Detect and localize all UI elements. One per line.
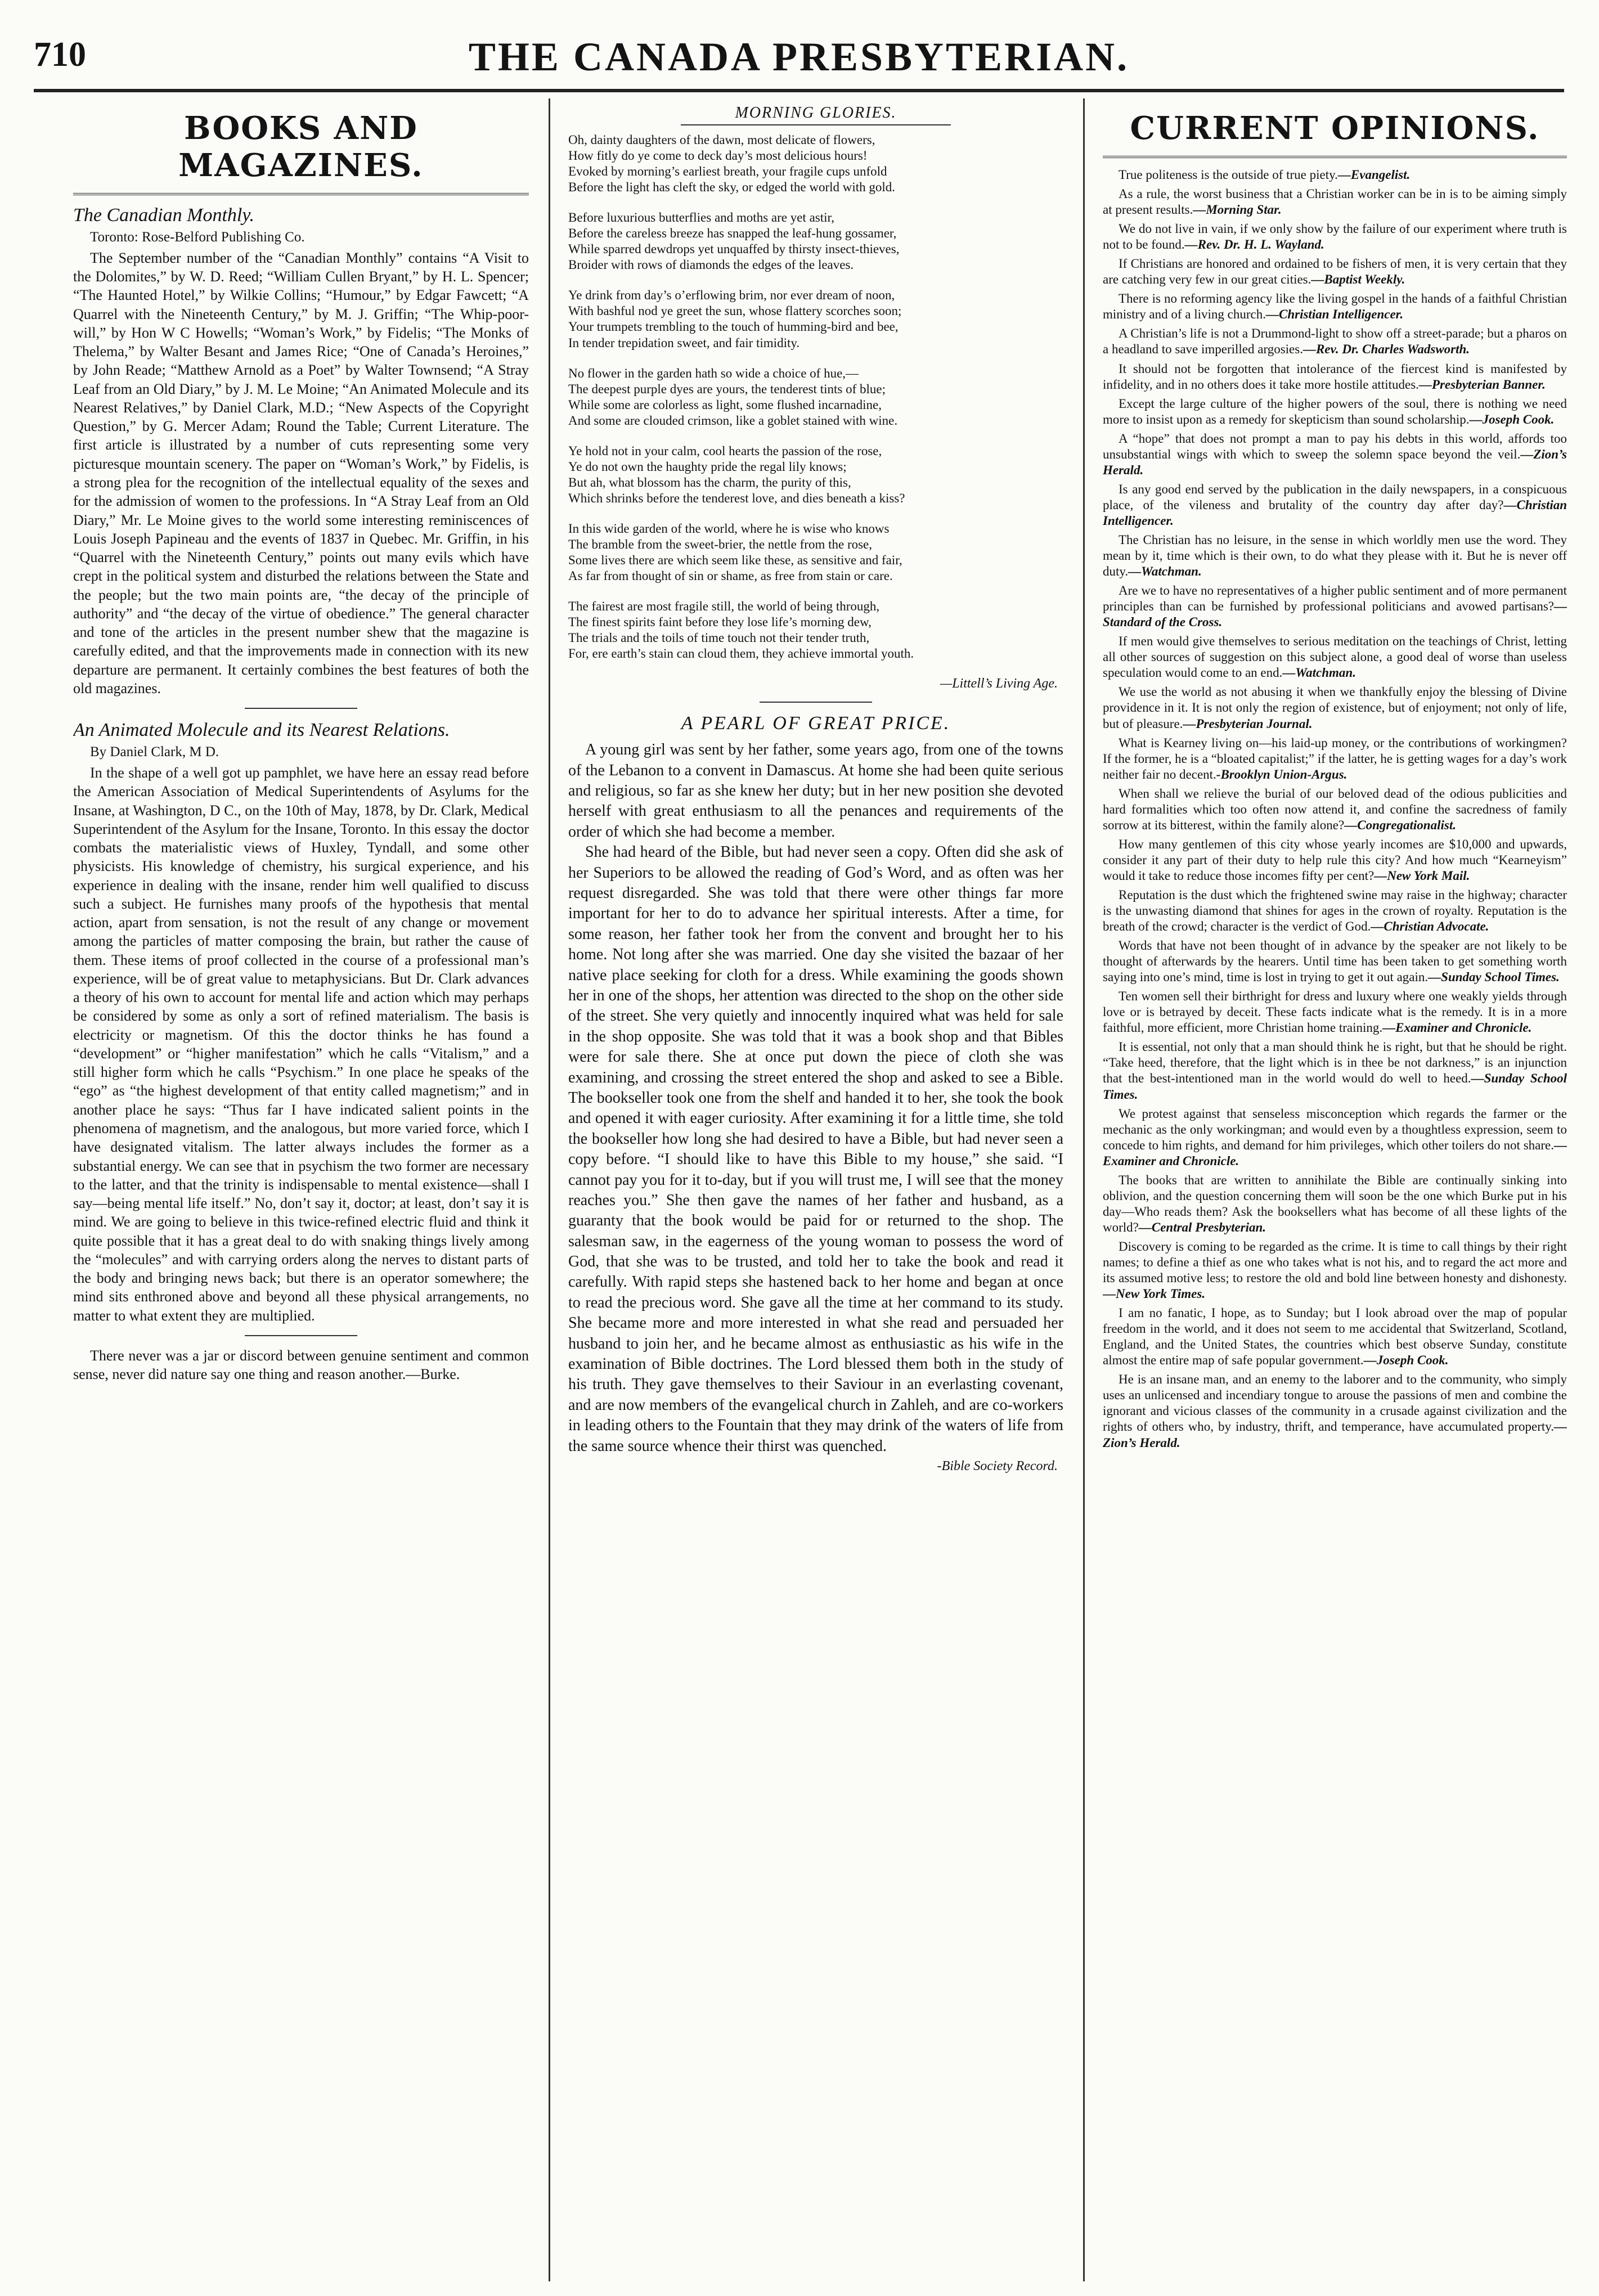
- poem-line: Before the light has cleft the sky, or edged the world with gold.: [568, 180, 896, 195]
- opinion-item: [1103, 989, 1567, 1036]
- opinion-source: —Presbyterian Banner.: [1418, 377, 1546, 392]
- section-title-books: BOOKS AND MAGAZINES.: [73, 98, 529, 195]
- opinion-source: —Rev. Dr. H. L. Wayland.: [1184, 237, 1324, 252]
- opinion-source: -Brooklyn Union-Argus.: [1216, 767, 1348, 781]
- opinion-source: —Watchman.: [1282, 666, 1356, 680]
- article-title-canadian-monthly: The Canadian Monthly.: [73, 205, 255, 226]
- poem-line: The fairest are most fragile still, the world of being through,: [568, 599, 880, 614]
- opinion-text: True politeness is the outside of true piety.: [1119, 168, 1338, 182]
- column-poem-and-story: [568, 98, 1063, 2281]
- opinion-item: [1103, 326, 1567, 357]
- poem-stanza: [568, 132, 1063, 195]
- poem-line: Ye do not own the haughty pride the regal lily knows;: [568, 459, 847, 474]
- poem-line: As far from thought of sin or shame, as free from stain or care.: [568, 569, 893, 583]
- poem-line: Ye hold not in your calm, cool hearts the passion of the rose,: [568, 443, 882, 458]
- story-paragraph: A young girl was sent by her father, some years ago, from one of the towns of the Lebanon to a convent in Damascus. At home she had been quite serious and religious, so far as she knew her duty; but in her new position she devoted herself with great enthusiasm to all the penances and requirements of the order of which she had become a member.: [568, 741, 1063, 841]
- poem-stanza: [568, 599, 1063, 662]
- column-books-and-magazines: [73, 98, 529, 2281]
- opinion-text: Ten women sell their birthright for dress and luxury where one weakly yields through love or is betrayed by deceit. These facts indicate what is the remedy. It is in a more faithful, more efficient, more Christian home training.: [1103, 989, 1567, 1035]
- poem-stanza: [568, 366, 1063, 429]
- article-title-animated-molecule: An Animated Molecule and its Nearest Relations.: [73, 720, 450, 741]
- opinions-list: [1103, 167, 1567, 1451]
- opinion-source: —Morning Star.: [1193, 203, 1282, 217]
- opinion-source: —Christian Intelligencer.: [1103, 497, 1567, 528]
- poem-line: Broider with rows of diamonds the edges of the leaves.: [568, 258, 854, 272]
- poem-line: With bashful nod ye greet the sun, whose flattery scorches soon;: [568, 304, 902, 318]
- divider: [245, 708, 357, 709]
- opinion-source: —Zion’s Herald.: [1103, 447, 1567, 477]
- poem-line: No flower in the garden hath so wide a choice of hue,—: [568, 366, 859, 380]
- poem-stanza: [568, 210, 1063, 273]
- header-rule: [34, 89, 1564, 92]
- section-title-opinions: CURRENT OPINIONS.: [1103, 98, 1567, 158]
- poem-line: Your trumpets trembling to the touch of humming-bird and bee,: [568, 320, 899, 334]
- opinion-source: —Evangelist.: [1337, 168, 1411, 182]
- opinion-text: There is no reforming agency like the living gospel in the hands of a faithful Christian ministry and of a living church.: [1103, 291, 1567, 322]
- page-number: 710: [34, 35, 86, 74]
- opinion-text: Except the large culture of the higher powers of the soul, there is nothing we need more to insist upon as a remedy for skepticism than sound scholarship.: [1103, 396, 1567, 426]
- article-paragraph: In the shape of a well got up pamphlet, we have here an essay read before the American Association of Medical Superintendents of Asylums for the Insane, at Washington, D C., on the 10th of May, 1878, by Dr. Clark, Medical Superintendent of the Asylum for the Insane, Toronto. In this essay the doctor combats the materialistic views of Huxley, Tyndall, and some other physicists. His knowledge of chemistry, his surgical experience, and his experience in dealing with the insane, render him well qualified to discuss such a subject. He furnishes many proofs of the hypothesis that mental action, apart from sensation, is not the result of any change or movement among the particles of matter composing the brain, but rather the cause of them. These items of proof collected in the course of a professional man’s experience, will be of great value to metaphysicians. But Dr. Clark advances a theory of his own to account for mental life and action which may perhaps be considered by some as only a sort of refined materialism. The basis is electricity or magnetism. Of this the doctor thinks he has found a “development” or “higher manifestation” which he calls “Vitalism,” and a still higher form which he calls “Psychism.” In one place he speaks of the “ego” as “the highest development of that entity called magnetism;” and in another place he says: “Thus far I have indicated salient points in the phenomena of magnetism, and the analogous, but more varied force, which I have designated vitalism. The latter always includes the former as a substantial energy. We can see that in psychism the two former are necessary to the latter, and that the trinity is indispensable to mental existence—shall I say—being mental life itself.” No, don’t say it, doctor; at least, don’t say it is mind. We are going to believe in this twice-refined electric fluid and think it quite possible that it has a great deal to do with snaking things lively among the “molecules” and with carrying orders along the nerves to distant parts of the body and bringing news back; but there is an operator somewhere; the mind sits enthroned above and beyond all these physical arrangements, no matter to what extent they are multiplied.: [73, 764, 529, 1324]
- closing-quote-burke: There never was a jar or discord between genuine sentiment and common sense, never did nature say one thing and reason another.—Burke.: [73, 1347, 529, 1383]
- opinion-source: —Christian Advocate.: [1371, 919, 1489, 934]
- opinion-text: If Christians are honored and ordained to be fishers of men, it is very certain that they are catching very few in our great cities.: [1103, 257, 1567, 287]
- opinion-text: Is any good end served by the publication in the daily newspapers, in a conspicuous place, of the vileness and brutality of the country day after day?: [1103, 482, 1567, 512]
- opinion-text: How many gentlemen of this city whose yearly incomes are $10,000 and upwards, consider it any part of their duty to help rule this city? And how much “Kearneyism” would it take to reduce those incomes fifty per cent?: [1103, 837, 1567, 883]
- poem-title: MORNING GLORIES.: [681, 98, 951, 125]
- opinion-item: [1103, 291, 1567, 322]
- poem-line: For, ere earth’s stain can cloud them, they achieve immortal youth.: [568, 646, 914, 661]
- column-current-opinions: [1103, 98, 1567, 2281]
- opinion-source: —Joseph Cook.: [1363, 1353, 1449, 1368]
- opinion-source: —Joseph Cook.: [1469, 412, 1555, 426]
- poem-line: While sparred dewdrops yet unquaffed by thirsty insect-thieves,: [568, 242, 900, 257]
- opinion-item: [1103, 482, 1567, 529]
- opinion-text: If men would give themselves to serious meditation on the teachings of Christ, letting all other sources of suggestion on this subject alone, a good deal of worse than useless speculation would come to an end.: [1103, 634, 1567, 680]
- opinion-source: —New York Mail.: [1374, 868, 1470, 883]
- poem-body: [568, 132, 1063, 662]
- poem-line: The trials and the toils of time touch not their tender truth,: [568, 631, 870, 645]
- opinion-item: [1103, 887, 1567, 934]
- article-byline: By Daniel Clark, M D.: [90, 744, 219, 760]
- opinion-item: [1103, 532, 1567, 579]
- opinion-source: —Presbyterian Journal.: [1183, 716, 1313, 731]
- opinion-text: I am no fanatic, I hope, as to Sunday; but I look abroad over the map of popular freedom in the world, and it does not seem to me accidental that Switzerland, Scotland, England, and the United States, the countries which best observe Sunday, constitute almost the entire map of safe popular government.: [1103, 1306, 1567, 1368]
- poem-line: The deepest purple dyes are yours, the tenderest tints of blue;: [568, 381, 886, 396]
- poem-line: How fitly do ye come to deck day’s most delicious hours!: [568, 149, 868, 163]
- opinion-item: [1103, 1372, 1567, 1450]
- opinion-source: —Rev. Dr. Charles Wadsworth.: [1302, 342, 1470, 357]
- opinion-item: [1103, 938, 1567, 985]
- opinion-source: —Sunday School Times.: [1428, 970, 1560, 985]
- poem-line: And some are clouded crimson, like a goblet stained with wine.: [568, 413, 898, 428]
- opinion-item: [1103, 583, 1567, 630]
- opinion-text: We protest against that senseless misconception which regards the farmer or the mechanic as the only workingman; and would even by a thoughtless expression, seem to concede to him rights, and demand for him privileges, which other toilers do not share.: [1103, 1106, 1567, 1152]
- opinion-item: [1103, 837, 1567, 884]
- opinion-item: [1103, 396, 1567, 428]
- opinion-text: He is an insane man, and an enemy to the laborer and to the community, who simply uses an unlicensed and incendiary tongue to arouse the passions of men and combine the ignorant and vicious classes of the community in a crusade against civilization and the rights of others who, by industry, thrift, and temperance, have accumulated property.: [1103, 1372, 1567, 1434]
- opinion-text: What is Kearney living on—his laid-up money, or the contributions of workingmen? If the former, he is a “bloated capitalist;” if the latter, he is getting wages for a day’s work neither fair no decent.: [1103, 735, 1567, 781]
- poem-line: Oh, dainty daughters of the dawn, most delicate of flowers,: [568, 133, 875, 147]
- opinion-text: The books that are written to annihilate the Bible are continually sinking into oblivion, and the question concerning them will soon be the one which Burke put in his day—Who reads them? Ask the booksellers what has become of all these lights of the world?: [1103, 1172, 1567, 1234]
- poem-line: Before luxurious butterflies and moths are yet astir,: [568, 210, 835, 225]
- opinion-source: —Examiner and Chronicle.: [1382, 1021, 1532, 1035]
- opinion-item: [1103, 735, 1567, 783]
- poem-stanza: [568, 443, 1063, 506]
- opinion-text: We use the world as not abusing it when we thankfully enjoy the blessing of Divine providence in it. It is not only the region of existence, but of enjoyment; not only of life, but of pleasure.: [1103, 685, 1567, 731]
- opinion-item: [1103, 186, 1567, 218]
- opinion-item: [1103, 256, 1567, 287]
- opinion-item: [1103, 1172, 1567, 1235]
- opinion-text: The Christian has no leisure, in the sense in which worldly men use the word. They mean by it, time which is their own, to do what they please with it. But he is never off duty.: [1103, 532, 1567, 579]
- article-publisher: Toronto: Rose-Belford Publishing Co.: [90, 229, 305, 245]
- opinion-item: [1103, 167, 1567, 183]
- opinion-source: —Christian Intelligencer.: [1266, 307, 1404, 322]
- poem-line: But ah, what blossom has the charm, the purity of this,: [568, 475, 851, 489]
- opinion-text: Reputation is the dust which the frightened swine may raise in the highway; character is the unwasting diamond that shines for ages in the crown of royalty. Reputation is the breath of the crowd; character is the verdict of God.: [1103, 887, 1567, 934]
- opinion-text: Discovery is coming to be regarded as the crime. It is time to call things by their right names; to define a thief as one who takes what is not his, and to regard the act more and its assumed motive less; to restore the old and bold line between honesty and dishonesty.: [1103, 1239, 1567, 1286]
- opinion-source: —Central Presbyterian.: [1138, 1220, 1266, 1234]
- poem-line: Ye drink from day’s o’erflowing brim, nor ever dream of noon,: [568, 288, 895, 303]
- opinion-source: —Examiner and Chronicle.: [1103, 1138, 1567, 1168]
- poem-line: Before the careless breeze has snapped the leaf-hung gossamer,: [568, 226, 897, 241]
- poem-line: The finest spirits faint before they lose life’s morning dew,: [568, 615, 872, 630]
- divider: [245, 1335, 357, 1336]
- opinion-text: Words that have not been thought of in advance by the speaker are not likely to be thought of afterwards by the hearers. Until time has been taken to get something worth saying into one’s mind, time is lost in trying to get it out again.: [1103, 938, 1567, 985]
- poem-line: The bramble from the sweet-brier, the nettle from the rose,: [568, 537, 873, 551]
- opinion-text: A Christian’s life is not a Drummond-light to show off a street-parade; but a pharos on a headland to save imperilled argosies.: [1103, 326, 1567, 357]
- poem-stanza: [568, 521, 1063, 584]
- poem-line: Evoked by morning’s earliest breath, your fragile cups unfold: [568, 164, 887, 179]
- story-source: -Bible Society Record.: [937, 1458, 1058, 1473]
- poem-line: Some lives there are which seem like these, as sensitive and fair,: [568, 553, 902, 568]
- opinion-source: —Zion’s Herald.: [1103, 1419, 1567, 1450]
- column-rule-left: [549, 98, 550, 2281]
- poem-line: In this wide garden of the world, where he is wise who knows: [568, 521, 890, 536]
- opinion-source: —Congregationalist.: [1344, 817, 1456, 832]
- poem-line: In tender trepidation sweet, and fair timidity.: [568, 335, 800, 350]
- opinion-item: [1103, 633, 1567, 681]
- opinion-text: It should not be forgotten that intolerance of the fiercest kind is manifested by infidelity, and in no others does it take more hostile attitudes.: [1103, 361, 1567, 392]
- opinion-item: [1103, 786, 1567, 833]
- page-header: [34, 23, 1564, 84]
- poem-line: Which shrinks before the tenderest love, and dies beneath a kiss?: [568, 491, 905, 505]
- opinion-text: A “hope” that does not prompt a man to pay his debts in this world, affords too unsubstantial wings with which to sweep the solemn space beyond the veil.: [1103, 431, 1567, 461]
- poem-source: —Littell’s Living Age.: [940, 676, 1058, 691]
- divider: [760, 702, 872, 703]
- opinion-text: When shall we relieve the burial of our beloved dead of the odious publicities and hard formalities which too often now attend it, and confine the sacredness of family sorrow at its bitterest, within the family alone?: [1103, 786, 1567, 832]
- opinion-source: —New York Times.: [1103, 1287, 1206, 1301]
- opinion-item: [1103, 1305, 1567, 1368]
- opinion-text: It is essential, not only that a man should think he is right, but that he should be right. “Take heed, therefore, that the light which is in thee be not darkness,” is an injunction that the best-intentioned man in the world would do well to heed.: [1103, 1040, 1567, 1086]
- article-paragraph: The September number of the “Canadian Monthly” contains “A Visit to the Dolomites,” by W. D. Reed; “William Cullen Bryant,” by H. L. Spencer; “The Haunted Hotel,” by Wilkie Collins; “Humour,” by Edgar Fawcett; “A Quarrel with the Nineteenth Century,” by M. J. Griffin; “The Whip-poor-will,” by Hon W C Howells; “Woman’s Work,” by Fidelis; “The Monks of Thelema,” by Walter Besant and James Rice; “One of Canada’s Heroines,” by John Reade; “Matthew Arnold as a Poet” by Walter Townsend; “A Stray Leaf from an Old Diary,” by J. M. Le Moine; “An Animated Molecule and its Nearest Relatives,” by Daniel Clark, M.D.; “New Aspects of the Copyright Question,” by G. Mercer Adam; Round the Table; Current Literature. The first article is illustrated by a number of cuts representing some very picturesque mountain scenery. The paper on “Woman’s Work,” by Fidelis, is a strong plea for the recognition of the intellectual equality of the sexes and for the admission of women to the professions. In “A Stray Leaf from an Old Diary,” Mr. Le Moine gives to the world some interesting reminiscences of Louis Joseph Papineau and the events of 1837 in Quebec. Mr. Griffin, in his “Quarrel with the Nineteenth Century,” points out many evils which have crept in the political system and disturbed the relations between the State and the people; but the two main points are, “the decay of the principle of authority” and “the decay of the virtue of obedience.” The general character and tone of the articles in the present number shew that the magazine is carefully edited, and that the improvements made in connection with its new departure are permanent. It certainly combines the best features of both the old magazines.: [73, 249, 529, 697]
- opinion-item: [1103, 1039, 1567, 1102]
- opinion-text: As a rule, the worst business that a Christian worker can be in is to be aiming simply at present results.: [1103, 187, 1567, 217]
- poem-line: While some are colorless as light, some flushed incarnadine,: [568, 397, 882, 412]
- opinion-item: [1103, 684, 1567, 731]
- opinion-item: [1103, 221, 1567, 253]
- opinion-source: —Sunday School Times.: [1103, 1071, 1567, 1102]
- opinion-item: [1103, 1239, 1567, 1302]
- opinion-item: [1103, 361, 1567, 393]
- opinion-item: [1103, 1106, 1567, 1169]
- story-title: A PEARL OF GREAT PRICE.: [681, 713, 951, 734]
- opinion-text: Are we to have no representatives of a higher public sentiment and of more permanent principles than can be furnished by professional politicians and avowed partisans?: [1103, 583, 1567, 614]
- opinion-text: We do not live in vain, if we only show by the failure of our experiment where truth is not to be found.: [1103, 222, 1567, 252]
- poem-stanza: [568, 287, 1063, 351]
- opinion-source: —Baptist Weekly.: [1311, 272, 1405, 287]
- column-rule-right: [1083, 98, 1085, 2281]
- journal-title: THE CANADA PRESBYTERIAN.: [468, 34, 1130, 79]
- opinion-source: —Watchman.: [1128, 564, 1202, 579]
- opinion-source: —Standard of the Cross.: [1103, 599, 1567, 630]
- opinion-item: [1103, 431, 1567, 478]
- story-paragraph: She had heard of the Bible, but had never seen a copy. Often did she ask of her Superiors to be allowed the reading of God’s Word, and as often was her request disregarded. She was told that there were other things far more important for her to do to advance her spiritual interests. After a time, for some reason, her father took her from the convent and brought her to his home. Not long after she was married. One day she visited the bazaar of her native place seeking for cloth for a dress. While examining the goods shown her in one of the shops, her attention was directed to the shop on the other side of the street. She very quietly and innocently inquired what was held for sale in the shop opposite. She was told that it was a book shop and that Bibles were for sale there. She at once put down the piece of cloth she was examining, and crossing the street entered the shop and asked to see a Bible. The bookseller took one from the shelf and handed it to her, she took the book and opened it with eager curiosity. After examining it for a little time, she told the bookseller how long she had desired to have a Bible, but had never seen a copy before. “I should like to have this Bible to my house,” she said. “I cannot pay you for it to-day, but if you will trust me, I will see that the money reaches you.” She then gave the names of her father and husband, as a guaranty that the book would be paid for or returned to the shop. The salesman saw, in the eagerness of the young woman to possess the word of God, that she was to be trusted, and told her to take the book and read it carefully. With rapid steps she hastened back to her home and began at once to read the precious word. She gave all the time at her command to its study. She became more and more interested in what she read and persuaded her husband to join her, and he became almost as enthusiastic as his wife in the examination of Bible doctrines. The Lord blessed them both in the study of his truth. They gave themselves to their Saviour in an everlasting covenant, and are now members of the evangelical church in Zahleh, and are co-workers in leading others to the Fountain that they may drink of the waters of life from the same source whence their thirst was quenched.: [568, 843, 1063, 1455]
